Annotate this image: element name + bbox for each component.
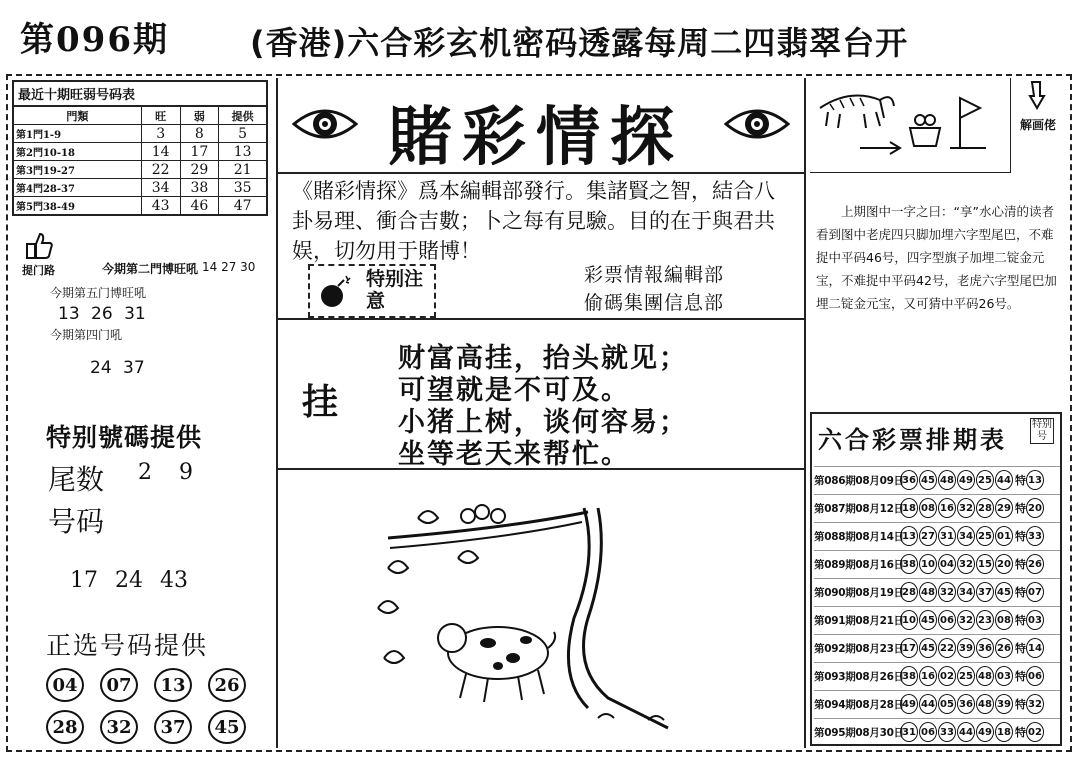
- number-ball: 39: [957, 638, 975, 658]
- number-ball: 26: [995, 638, 1013, 658]
- number-ball: 48: [919, 582, 937, 602]
- table-row: [814, 578, 1060, 605]
- number-ball: 48: [938, 470, 956, 490]
- special-number-heading: 特别號碼提供: [46, 423, 203, 452]
- col-header: 提供: [219, 106, 267, 125]
- poem-box: [278, 318, 804, 470]
- number-ball: 05: [938, 694, 956, 714]
- tip-label: 提门路: [22, 264, 55, 277]
- table-row: 第5門38-49 43 46 47: [13, 197, 267, 216]
- riddle-illustration: [810, 78, 1010, 172]
- number-ball: 32: [957, 498, 975, 518]
- number-ball: 34: [957, 526, 975, 546]
- schedule-date: 第086期08月09日: [814, 474, 904, 487]
- special-number-ball: 26: [1026, 554, 1044, 574]
- number-ball: 20: [995, 554, 1013, 574]
- special-prefix: 特: [1015, 474, 1026, 487]
- special-number-ball: 20: [1026, 498, 1044, 518]
- gate2-label: 今期第二門博旺吼: [102, 262, 199, 276]
- hot-weak-table-title: 最近十期旺弱号码表: [12, 80, 268, 105]
- number-ball: 36: [900, 470, 918, 490]
- number-ball: 37: [976, 582, 994, 602]
- special-number-ball: 13: [1026, 470, 1044, 490]
- poem-line: 可望就是不可及。: [398, 375, 630, 406]
- number-ball: 31: [900, 722, 918, 742]
- number-ball: 33: [938, 722, 956, 742]
- schedule-date: 第095期08月30日: [814, 726, 904, 739]
- left-column: [10, 78, 276, 748]
- number-ball: 13: [154, 668, 192, 702]
- number-ball: 32: [100, 710, 138, 744]
- special-numbers: 17 24 43: [70, 568, 188, 593]
- gate4-numbers: 24 37: [90, 358, 145, 378]
- special-prefix: 特: [1015, 586, 1026, 599]
- number-ball: 25: [976, 526, 994, 546]
- schedule-title: 六合彩票排期表: [818, 426, 1007, 454]
- number-ball: 45: [919, 470, 937, 490]
- number-ball: 48: [976, 694, 994, 714]
- table-row: [814, 662, 1060, 689]
- special-number-ball: 03: [1026, 610, 1044, 630]
- eye-icon: [292, 104, 358, 144]
- number-ball: 49: [957, 470, 975, 490]
- schedule-date: 第088期08月14日: [814, 530, 904, 543]
- number-ball: 16: [919, 666, 937, 686]
- number-ball: 37: [154, 710, 192, 744]
- table-row: [814, 690, 1060, 717]
- number-ball: 45: [919, 610, 937, 630]
- schedule-table: [810, 412, 1062, 746]
- thumbs-up-icon: [24, 230, 54, 260]
- number-ball: 31: [938, 526, 956, 546]
- riddle-side-label: 解画佬: [1019, 118, 1056, 132]
- number-ball: 08: [995, 610, 1013, 630]
- schedule-date: 第092期08月23日: [814, 642, 904, 655]
- table-row: [814, 522, 1060, 549]
- number-ball: 17: [900, 638, 918, 658]
- poem-line: 财富高挂，抬头就见；: [398, 343, 688, 374]
- number-label: 号码: [48, 505, 105, 538]
- number-ball: 49: [900, 694, 918, 714]
- riddle-picture: [810, 78, 1011, 173]
- table-row: 第3門19-27 22 29 21: [13, 161, 267, 179]
- number-ball: 01: [995, 526, 1013, 546]
- number-ball: 36: [976, 638, 994, 658]
- gate5-numbers: 13 26 31: [58, 304, 146, 324]
- schedule-date: 第090期08月19日: [814, 586, 904, 599]
- number-ball: 28: [900, 582, 918, 602]
- number-ball: 04: [46, 668, 84, 702]
- gate5-label: 今期第五门博旺吼: [50, 286, 147, 300]
- schedule-date: 第094期08月28日: [814, 698, 904, 711]
- special-prefix: 特: [1015, 614, 1026, 627]
- bomb-icon: [316, 274, 356, 310]
- headline: (香港)六合彩玄机密码透露每周二四翡翠台开: [250, 24, 909, 62]
- special-prefix: 特: [1015, 698, 1026, 711]
- number-ball: 39: [995, 694, 1013, 714]
- table-row: [814, 606, 1060, 633]
- number-ball: 29: [995, 498, 1013, 518]
- col-header: 門類: [13, 106, 141, 125]
- title-banner: [278, 78, 804, 174]
- number-ball: 32: [957, 554, 975, 574]
- number-ball: 06: [919, 722, 937, 742]
- number-ball: 28: [46, 710, 84, 744]
- number-ball: 18: [900, 498, 918, 518]
- special-prefix: 特: [1015, 726, 1026, 739]
- attention-label: 特别注意: [366, 268, 424, 312]
- special-prefix: 特: [1015, 642, 1026, 655]
- number-ball: 06: [938, 610, 956, 630]
- number-ball: 10: [900, 610, 918, 630]
- tail-label: 尾数: [48, 463, 105, 496]
- number-ball: 32: [938, 582, 956, 602]
- number-ball: 16: [938, 498, 956, 518]
- right-column: [806, 78, 1068, 748]
- special-prefix: 特: [1015, 502, 1026, 515]
- poem-line: 小猪上树，谈何容易；: [398, 407, 688, 438]
- number-ball: 10: [919, 554, 937, 574]
- number-ball: 25: [976, 470, 994, 490]
- number-ball: 36: [957, 694, 975, 714]
- table-row: [814, 718, 1060, 745]
- number-ball: 18: [995, 722, 1013, 742]
- number-ball: 45: [919, 638, 937, 658]
- org-line: 偷碼集團信息部: [584, 292, 725, 314]
- tree-pig-illustration: [348, 498, 768, 738]
- number-ball: 27: [919, 526, 937, 546]
- number-ball: 08: [919, 498, 937, 518]
- schedule-date: 第087期08月12日: [814, 502, 904, 515]
- org-line: 彩票情報編輯部: [584, 264, 725, 286]
- page-header: [10, 8, 1070, 68]
- number-ball: 07: [100, 668, 138, 702]
- number-ball: 26: [208, 668, 246, 702]
- number-ball: 13: [900, 526, 918, 546]
- table-row: 第2門10-18 14 17 13: [13, 143, 267, 161]
- schedule-date: 第093期08月26日: [814, 670, 904, 683]
- special-number-ball: 14: [1026, 638, 1044, 658]
- number-ball: 48: [976, 666, 994, 686]
- number-ball: 44: [919, 694, 937, 714]
- hot-weak-table: [12, 80, 268, 216]
- col-header: 弱: [180, 106, 219, 125]
- special-prefix: 特: [1015, 558, 1026, 571]
- special-number-ball: 02: [1026, 722, 1044, 742]
- tail-numbers: 2 9: [138, 460, 193, 485]
- schedule-special-label: 特别号: [1032, 419, 1052, 442]
- pick-heading: 正选号码提供: [46, 631, 209, 660]
- number-ball: 23: [976, 610, 994, 630]
- riddle-text: 上期图中一字之曰：“享”水心清的读者看到图中老虎四只脚加埋六字型尾巴，不难捉中平码46号，四字型旗子加埋二锭金元宝，不难捉中平码42号，老虎六字型尾巴加埋二锭金元宝，又可猜中平码26号。: [816, 204, 1057, 311]
- number-ball: 45: [208, 710, 246, 744]
- table-row: [814, 494, 1060, 521]
- schedule-date: 第091期08月21日: [814, 614, 904, 627]
- number-ball: 38: [900, 666, 918, 686]
- table-row: [814, 466, 1060, 493]
- special-number-ball: 33: [1026, 526, 1044, 546]
- pointing-hand-icon: [1026, 80, 1048, 110]
- number-ball: 49: [976, 722, 994, 742]
- number-ball: 44: [957, 722, 975, 742]
- table-row: 第1門1-9 3 8 5: [13, 125, 267, 143]
- number-ball: 34: [957, 582, 975, 602]
- table-row: [814, 634, 1060, 661]
- page-title: 賭彩情探: [388, 100, 684, 175]
- number-ball: 45: [995, 582, 1013, 602]
- table-row: 第4門28-37 34 38 35: [13, 179, 267, 197]
- gate2-numbers: 14 27 30: [202, 260, 256, 274]
- attention-box: [308, 264, 436, 318]
- number-ball: 03: [995, 666, 1013, 686]
- special-prefix: 特: [1015, 670, 1026, 683]
- number-ball: 44: [995, 470, 1013, 490]
- col-header: 旺: [141, 106, 180, 125]
- number-ball: 25: [957, 666, 975, 686]
- schedule-date: 第089期08月16日: [814, 558, 904, 571]
- number-ball: 15: [976, 554, 994, 574]
- middle-column: [276, 78, 806, 748]
- poem-line: 坐等老天来帮忙。: [398, 439, 630, 470]
- number-ball: 32: [957, 610, 975, 630]
- table-row: [814, 550, 1060, 577]
- special-number-ball: 06: [1026, 666, 1044, 686]
- issue-number: 第096期: [20, 20, 169, 60]
- number-ball: 38: [900, 554, 918, 574]
- intro-text: 《賭彩情探》爲本編輯部發行。集諸賢之智，結合八卦易理、衝合吉數；卜之每有見驗。目的在于與君共娱，切勿用于賭博！: [292, 179, 775, 263]
- number-ball: 22: [938, 638, 956, 658]
- special-number-ball: 07: [1026, 582, 1044, 602]
- number-ball: 02: [938, 666, 956, 686]
- gate4-label: 今期第四门吼: [50, 328, 123, 342]
- special-number-ball: 32: [1026, 694, 1044, 714]
- number-ball: 28: [976, 498, 994, 518]
- poem-key-char: 挂: [302, 382, 339, 423]
- special-prefix: 特: [1015, 530, 1026, 543]
- eye-icon: [724, 104, 790, 144]
- pick-balls: [46, 668, 256, 744]
- number-ball: 04: [938, 554, 956, 574]
